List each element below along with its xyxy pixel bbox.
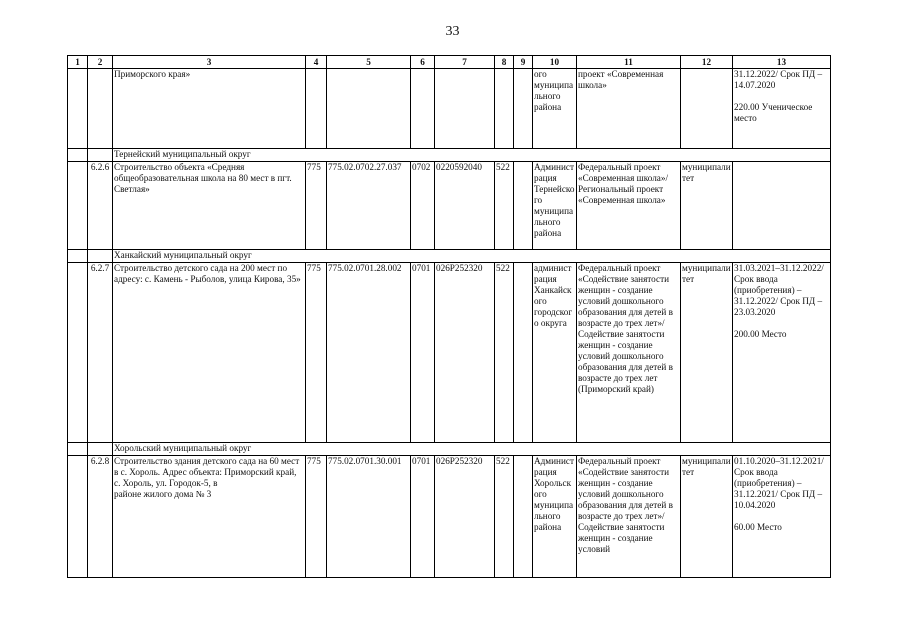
cell-c5 — [327, 69, 411, 149]
empty-cell — [68, 456, 88, 578]
empty-cell — [68, 69, 88, 149]
empty-cell — [68, 162, 88, 250]
cell-c8: 522 — [495, 162, 514, 250]
column-header: 10 — [533, 56, 577, 69]
cell-c3: Строительство детского сада на 200 мест по адресу: с. Камень - Рыболов, улица Кирова, 35» — [113, 263, 306, 443]
cell-c7 — [435, 69, 495, 149]
cell-c9 — [514, 69, 533, 149]
cell-c4 — [306, 69, 327, 149]
cell-c10: Администрация Хорольского муниципального района — [533, 456, 577, 578]
table-row — [68, 69, 831, 149]
empty-cell — [88, 149, 113, 162]
empty-cell — [68, 443, 88, 456]
section-label: Ханкайский муниципальный округ — [113, 250, 831, 263]
cell-c9 — [514, 263, 533, 443]
cell-c2 — [88, 69, 113, 149]
section-row — [68, 250, 831, 263]
cell-c10: администрация Ханкайского городского округа — [533, 263, 577, 443]
cell-c6: 0701 — [411, 263, 435, 443]
cell-c4: 775 — [306, 456, 327, 578]
column-header: 7 — [435, 56, 495, 69]
cell-c10: ого муниципального района — [533, 69, 577, 149]
section-label: Тернейский муниципальный округ — [113, 149, 831, 162]
column-header: 5 — [327, 56, 411, 69]
cell-c8 — [495, 69, 514, 149]
column-header: 4 — [306, 56, 327, 69]
section-row — [68, 443, 831, 456]
cell-c2: 6.2.8 — [88, 456, 113, 578]
column-header: 1 — [68, 56, 88, 69]
cell-c13 — [733, 162, 831, 250]
cell-c9 — [514, 456, 533, 578]
cell-c5: 775.02.0701.28.002 — [327, 263, 411, 443]
cell-c2: 6.2.6 — [88, 162, 113, 250]
cell-c13: 01.10.2020–31.12.2021/ Срок ввода (приобретения) – 31.12.2021/ Срок ПД – 10.04.2020 60.00 Место — [733, 456, 831, 578]
cell-c3: Строительство здания детского сада на 60 мест в с. Хороль. Адрес объекта: Приморский край, с. Хороль, ул. Городок-5, в районе жилого дома № 3 — [113, 456, 306, 578]
cell-c8: 522 — [495, 263, 514, 443]
column-header: 6 — [411, 56, 435, 69]
cell-c6 — [411, 69, 435, 149]
column-header: 11 — [577, 56, 681, 69]
column-header: 3 — [113, 56, 306, 69]
cell-c5: 775.02.0702.27.037 — [327, 162, 411, 250]
empty-cell — [68, 250, 88, 263]
cell-c5: 775.02.0701.30.001 — [327, 456, 411, 578]
cell-c12: муниципалитет — [681, 456, 733, 578]
cell-c9 — [514, 162, 533, 250]
cell-c6: 0701 — [411, 456, 435, 578]
empty-cell — [68, 263, 88, 443]
section-label: Хорольский муниципальный округ — [113, 443, 831, 456]
empty-cell — [68, 149, 88, 162]
cell-c11: проект «Современная школа» — [577, 69, 681, 149]
cell-c12 — [681, 69, 733, 149]
cell-c12: муниципалитет — [681, 162, 733, 250]
cell-c11: Федеральный проект «Содействие занятости женщин - создание условий дошкольного образования для детей в возрасте до трех лет»/Содействие занятости женщин - создание условий — [577, 456, 681, 578]
cell-c3: Строительство объекта «Средняя общеобразовательная школа на 80 мест в пгт. Светлая» — [113, 162, 306, 250]
cell-c11: Федеральный проект «Современная школа»/Региональный проект «Современная школа» — [577, 162, 681, 250]
table-body — [68, 69, 831, 578]
cell-c2: 6.2.7 — [88, 263, 113, 443]
cell-c3: Приморского края» — [113, 69, 306, 149]
page-number: 33 — [445, 24, 460, 39]
table-header-row — [68, 56, 831, 69]
cell-c4: 775 — [306, 263, 327, 443]
cell-c7: 026P252320 — [435, 263, 495, 443]
empty-cell — [88, 443, 113, 456]
cell-c8: 522 — [495, 456, 514, 578]
column-header: 12 — [681, 56, 733, 69]
column-header: 8 — [495, 56, 514, 69]
cell-c7: 026P252320 — [435, 456, 495, 578]
cell-c6: 0702 — [411, 162, 435, 250]
cell-c10: Администрация Тернейского муниципального района — [533, 162, 577, 250]
table-row — [68, 263, 831, 443]
section-row — [68, 149, 831, 162]
cell-c4: 775 — [306, 162, 327, 250]
cell-c13: 31.12.2022/ Срок ПД – 14.07.2020 220.00 Ученическое место — [733, 69, 831, 149]
column-header: 13 — [733, 56, 831, 69]
cell-c7: 0220592040 — [435, 162, 495, 250]
investment-objects-table — [67, 55, 831, 578]
column-header: 2 — [88, 56, 113, 69]
empty-cell — [88, 250, 113, 263]
cell-c13: 31.03.2021–31.12.2022/ Срок ввода (приобретения) – 31.12.2022/ Срок ПД – 23.03.2020 200.00 Место — [733, 263, 831, 443]
cell-c11: Федеральный проект «Содействие занятости женщин - создание условий дошкольного образования для детей в возрасте до трех лет»/Содействие занятости женщин - создание условий дошкольного образования для детей в возрасте до трех лет (Приморский край) — [577, 263, 681, 443]
cell-c12: муниципалитет — [681, 263, 733, 443]
table-row — [68, 162, 831, 250]
table-row — [68, 456, 831, 578]
column-header: 9 — [514, 56, 533, 69]
